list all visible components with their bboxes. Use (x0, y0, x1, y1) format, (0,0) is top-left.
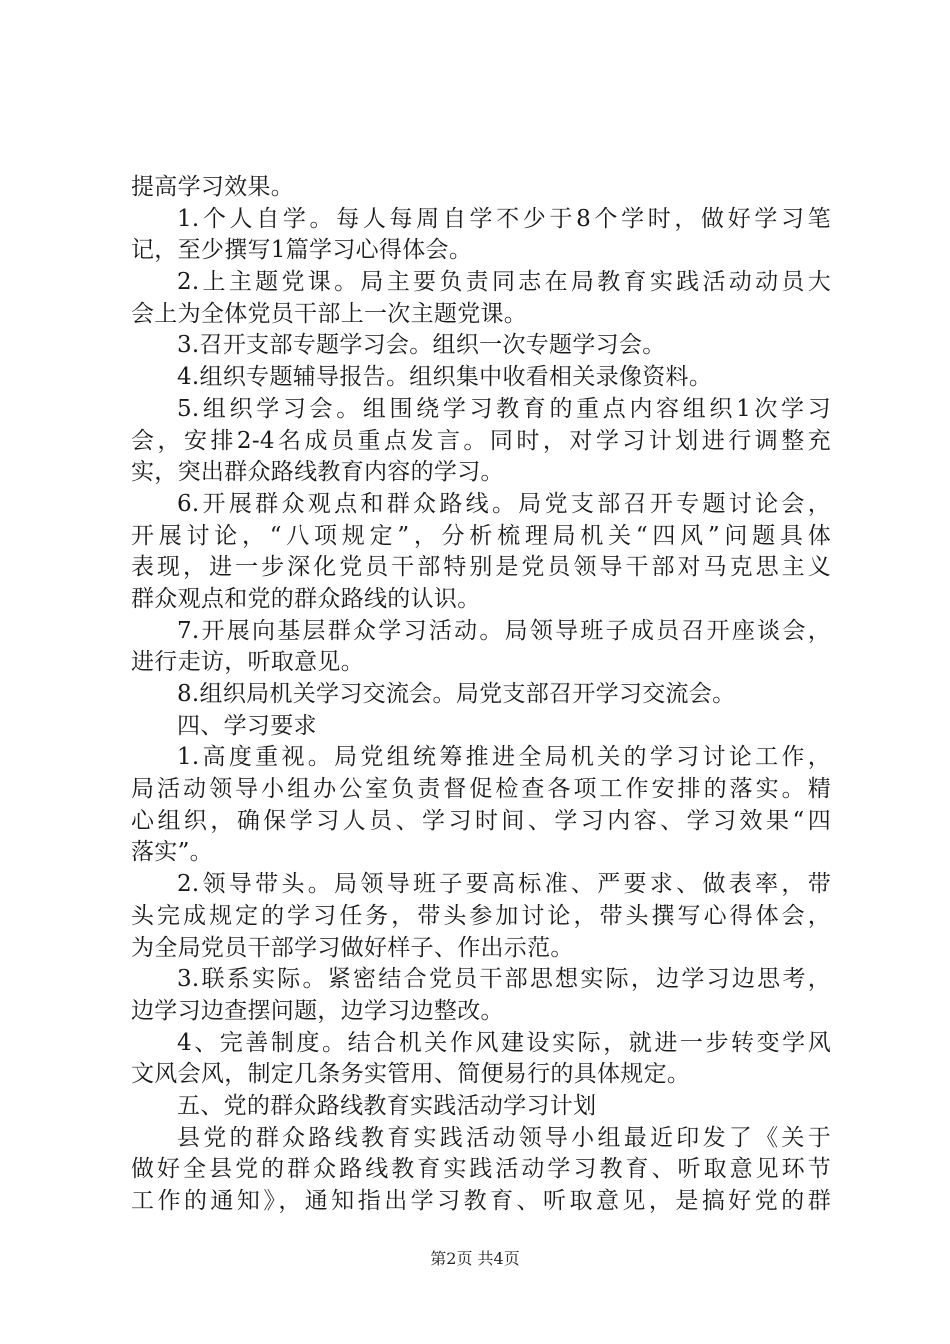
text-line: 县党的群众路线教育实践活动领导小组最近印发了《关于 (177, 1124, 831, 1151)
page-footer (0, 1246, 950, 1269)
text-line: 2.领导带头。局领导班子要高标准、严要求、做表率，带 (177, 871, 831, 898)
text-line: 8.组织局机关学习交流会。局党支部召开学习交流会。 (177, 681, 736, 707)
text-line: 进行走访，听取意见。 (131, 649, 364, 676)
text-line: 4、完善制度。结合机关作风建设实际，就进一步转变学风 (177, 1029, 831, 1056)
text-line: 群众观点和党的群众路线的认识。 (131, 585, 481, 612)
text-line: 文风会风，制定几条务实管用、简便易行的具体规定。 (131, 1061, 691, 1088)
text-line: 6.开展群众观点和群众路线。局党支部召开专题讨论会， (177, 490, 831, 517)
page-number-label: 第2页 共4页 (430, 1249, 520, 1268)
text-line: 3.召开支部专题学习会。组织一次专题学习会。 (177, 332, 666, 359)
text-line: 实，突出群众路线教育内容的学习。 (131, 459, 504, 486)
text-line: 2.上主题党课。局主要负责同志在局教育实践活动动员大 (177, 269, 831, 296)
text-line: 4.组织专题辅导报告。组织集中收看相关录像资料。 (177, 364, 713, 391)
text-line: 局活动领导小组办公室负责督促检查各项工作安排的落实。精 (131, 776, 831, 803)
text-line: 落实”。 (131, 839, 213, 866)
text-line: 1.高度重视。局党组统筹推进全局机关的学习讨论工作， (177, 744, 831, 771)
document-body (131, 172, 831, 1218)
text-line: 头完成规定的学习任务，带头参加讨论，带头撰写心得体会， (131, 902, 831, 929)
text-line: 做好全县党的群众路线教育实践活动学习教育、听取意见环节 (131, 1156, 831, 1183)
text-line: 开展讨论，“八项规定”，分析梳理局机关“四风”问题具体 (131, 522, 831, 549)
text-line: 为全局党员干部学习做好样子、作出示范。 (131, 934, 574, 961)
text-line: 会上为全体党员干部上一次主题党课。 (131, 300, 528, 327)
text-line: 工作的通知》，通知指出学习教育、听取意见，是搞好党的群 (131, 1188, 831, 1214)
text-line: 记，至少撰写1篇学习心得体会。 (131, 237, 473, 264)
text-line: 会，安排2-4名成员重点发言。同时，对学习计划进行调整充 (131, 427, 831, 454)
text-line: 5.组织学习会。组围绕学习教育的重点内容组织1次学习 (177, 395, 831, 422)
text-line: 五、党的群众路线教育实践活动学习计划 (177, 1092, 597, 1119)
text-line: 3.联系实际。紧密结合党员干部思想实际，边学习边思考， (177, 966, 831, 993)
text-line: 表现，进一步深化党员干部特别是党员领导干部对马克思主义 (131, 554, 831, 581)
text-line: 7.开展向基层群众学习活动。局领导班子成员召开座谈会， (177, 617, 831, 644)
text-line: 心组织，确保学习人员、学习时间、学习内容、学习效果“四 (131, 807, 831, 834)
text-line: 边学习边查摆问题，边学习边整改。 (131, 997, 504, 1024)
text-line: 1.个人自学。每人每周自学不少于8个学时，做好学习笔 (177, 205, 831, 232)
text-line: 四、学习要求 (177, 712, 317, 739)
text-line: 提高学习效果。 (131, 174, 295, 200)
